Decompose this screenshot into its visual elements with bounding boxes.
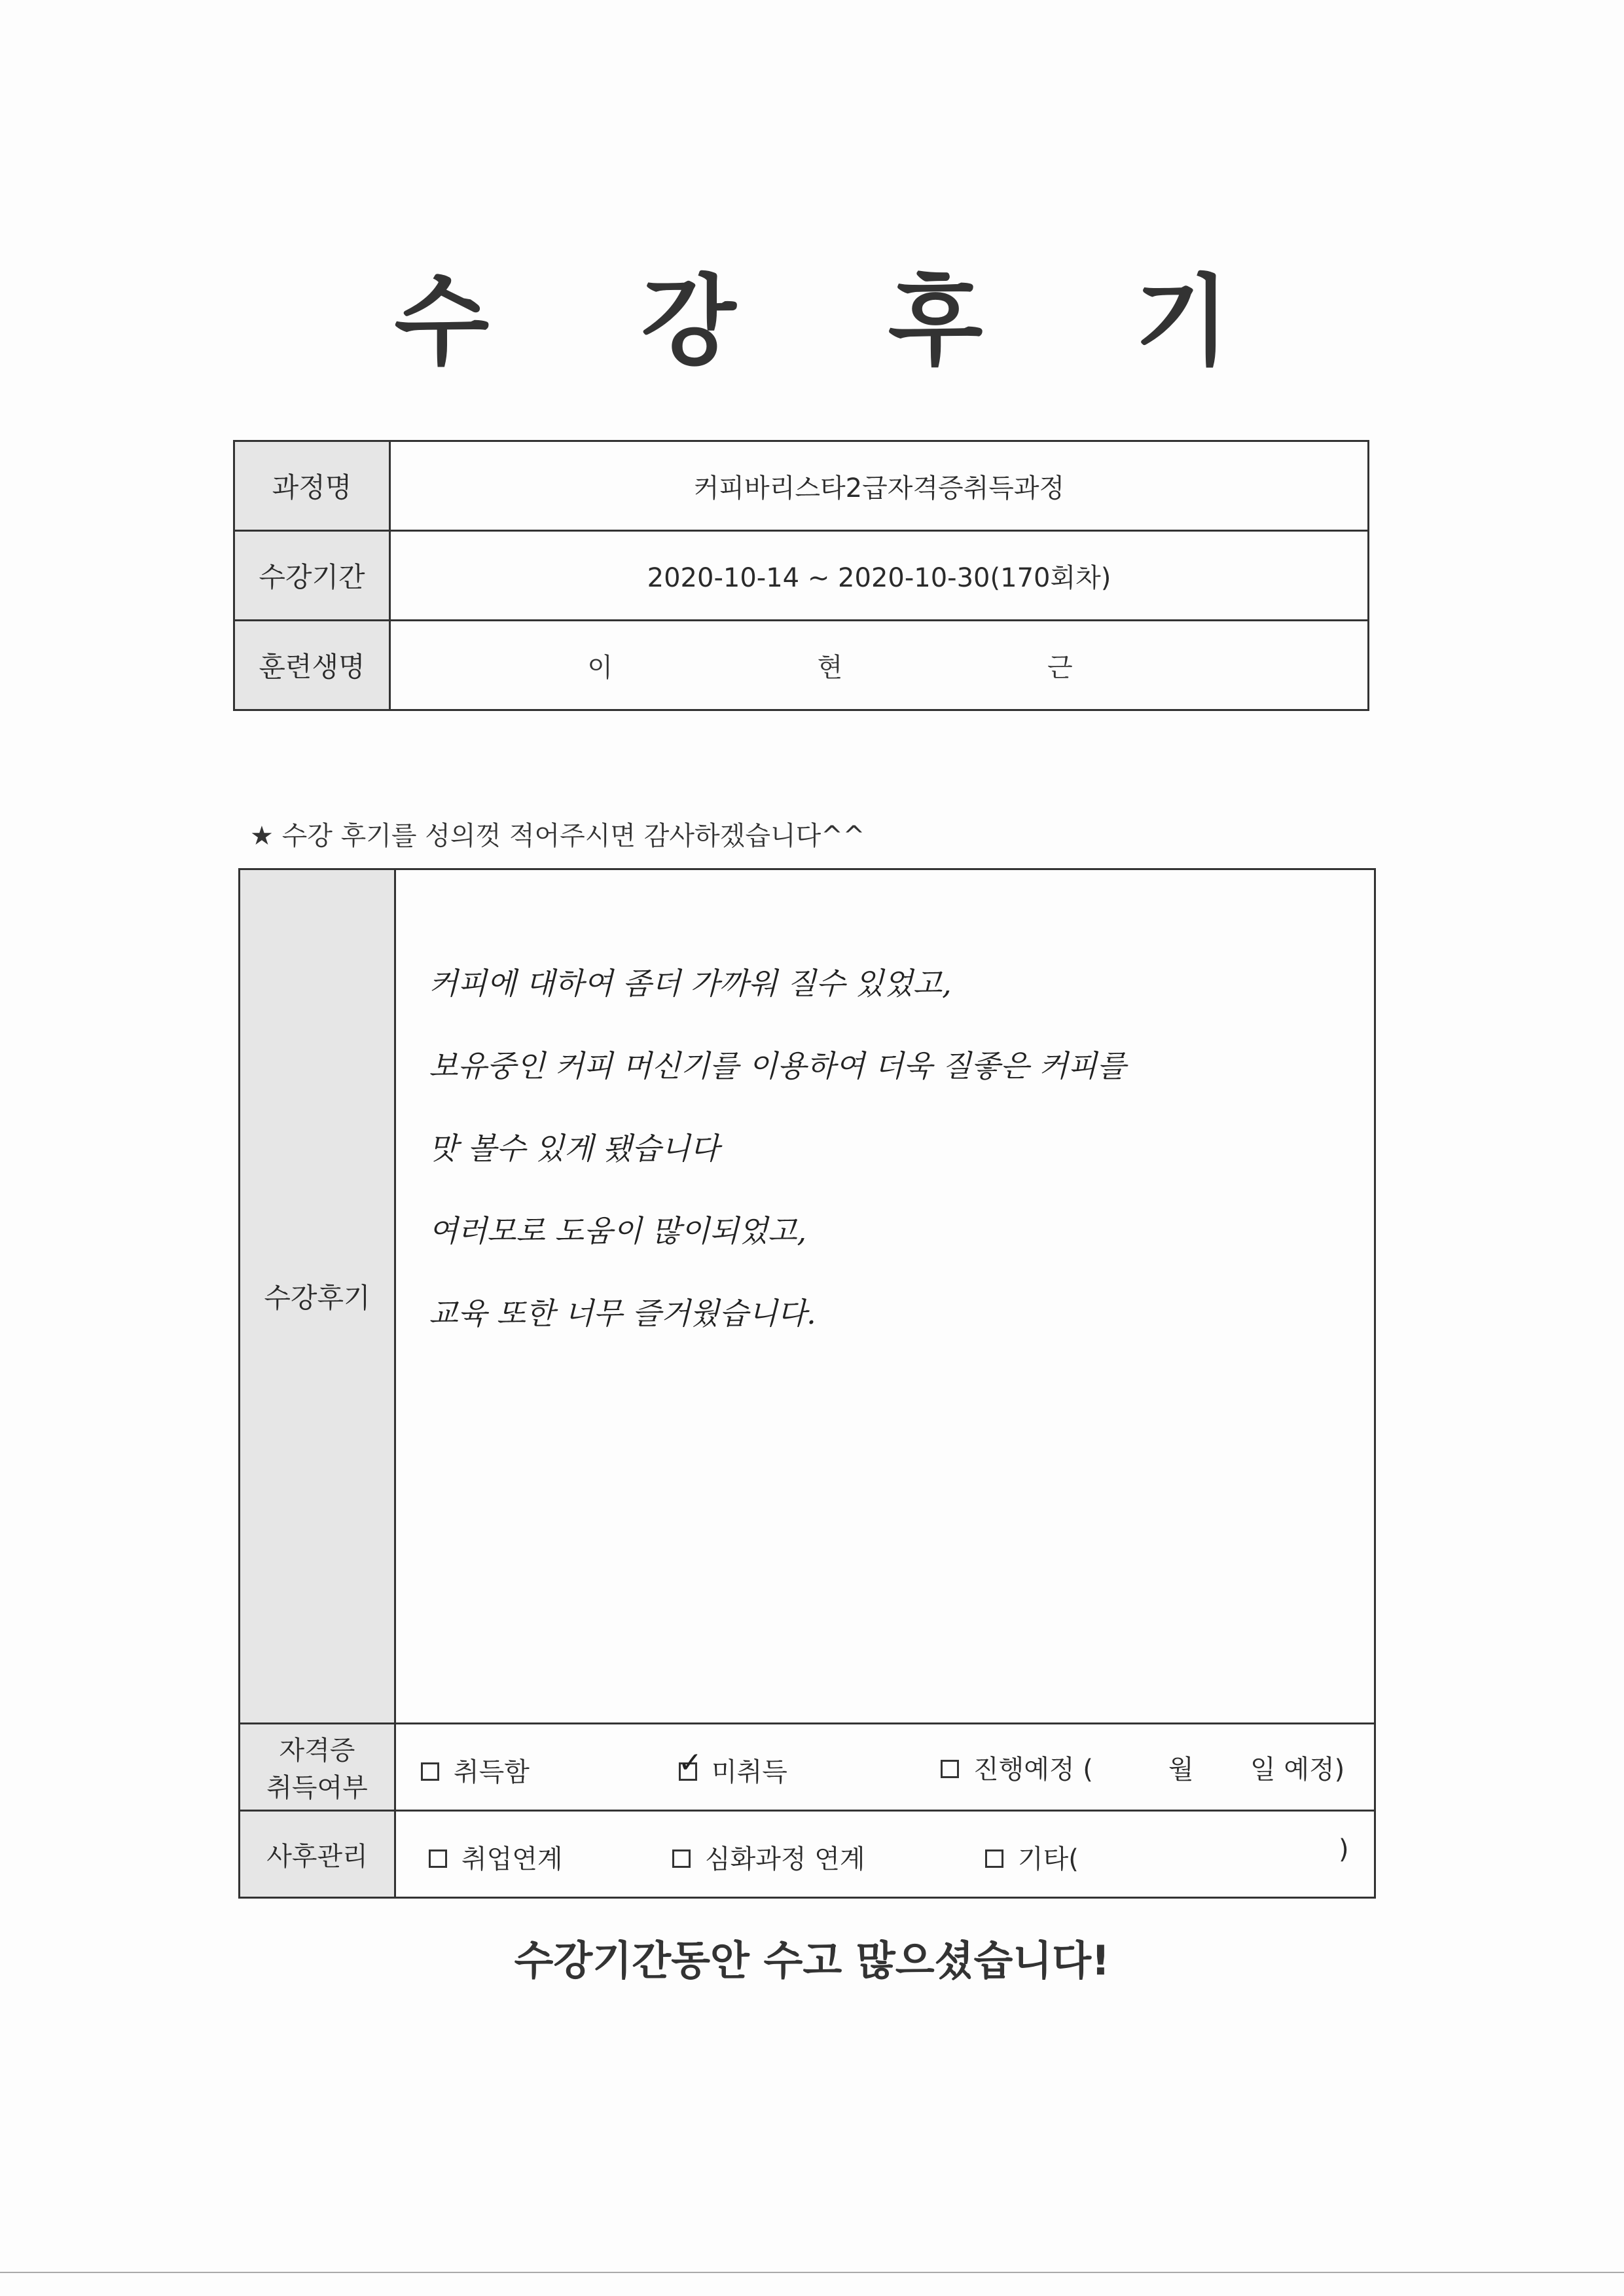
option-advanced-course[interactable] bbox=[672, 1838, 865, 1876]
checkbox-acquired[interactable] bbox=[421, 1762, 439, 1781]
review-line: 여러모로 도움이 많이되었고, bbox=[429, 1213, 807, 1248]
checkbox-job-link[interactable] bbox=[429, 1850, 447, 1868]
course-name-value: 커피바리스타2급자격증취득과정 bbox=[390, 441, 1369, 531]
trainee-name-label: 훈련생명 bbox=[234, 621, 390, 710]
handwritten-review bbox=[429, 942, 1126, 1355]
course-period-value: 2020-10-14 ~ 2020-10-30(170회차) bbox=[390, 531, 1369, 621]
closing-message: 수강기간동안 수고 많으셨습니다! bbox=[514, 1937, 1110, 1984]
course-info-table bbox=[233, 440, 1369, 711]
review-line: 보유중인 커피 머신기를 이용하여 더욱 질좋은 커피를 bbox=[429, 1048, 1127, 1084]
option-other-close: ) bbox=[1339, 1834, 1349, 1865]
page-title: 수 강 후 기 bbox=[394, 265, 1289, 379]
option-job-link-label: 취업연계 bbox=[461, 1844, 563, 1874]
course-period-label: 수강기간 bbox=[234, 531, 390, 621]
option-other-label: 기타( bbox=[1018, 1844, 1079, 1874]
checkbox-other[interactable] bbox=[985, 1850, 1003, 1868]
option-pending[interactable] bbox=[941, 1749, 1093, 1786]
option-not-acquired-label: 미취득 bbox=[712, 1757, 787, 1787]
checkbox-not-acquired-checked[interactable] bbox=[679, 1762, 697, 1781]
course-name-label: 과정명 bbox=[234, 441, 390, 531]
option-acquired[interactable] bbox=[421, 1751, 530, 1789]
certificate-label bbox=[240, 1724, 395, 1811]
review-line: 교육 또한 너무 즐거웠습니다. bbox=[429, 1296, 816, 1331]
option-other[interactable] bbox=[985, 1838, 1079, 1876]
scan-edge-line bbox=[0, 2272, 1624, 2273]
review-table bbox=[238, 868, 1376, 1899]
option-advanced-course-label: 심화과정 연계 bbox=[705, 1844, 865, 1874]
review-line: 맛 볼수 있게 됐습니다 bbox=[429, 1131, 719, 1166]
pending-day-label: 일 예정) bbox=[1250, 1755, 1345, 1785]
certificate-label-line2: 취득여부 bbox=[266, 1773, 368, 1803]
option-pending-label: 진행예정 ( bbox=[973, 1755, 1093, 1785]
option-job-link[interactable] bbox=[429, 1838, 563, 1876]
review-body bbox=[395, 869, 1375, 1724]
trainee-name-value: 이 현 근 bbox=[390, 621, 1369, 710]
review-label: 수강후기 bbox=[240, 869, 395, 1724]
option-not-acquired[interactable] bbox=[679, 1751, 787, 1789]
option-acquired-label: 취득함 bbox=[454, 1757, 530, 1787]
aftercare-options bbox=[395, 1811, 1375, 1898]
pending-month-label: 월 bbox=[1168, 1755, 1194, 1785]
notice-text: ★ 수강 후기를 성의껏 적어주시면 감사하겠습니다^^ bbox=[250, 821, 865, 851]
checkbox-pending[interactable] bbox=[941, 1760, 959, 1778]
certificate-options bbox=[395, 1724, 1375, 1811]
certificate-label-line1: 자격증 bbox=[279, 1736, 355, 1766]
checkbox-advanced-course[interactable] bbox=[672, 1850, 691, 1868]
aftercare-label: 사후관리 bbox=[240, 1811, 395, 1898]
review-line: 커피에 대하여 좀더 가까워 질수 있었고, bbox=[429, 966, 952, 1001]
